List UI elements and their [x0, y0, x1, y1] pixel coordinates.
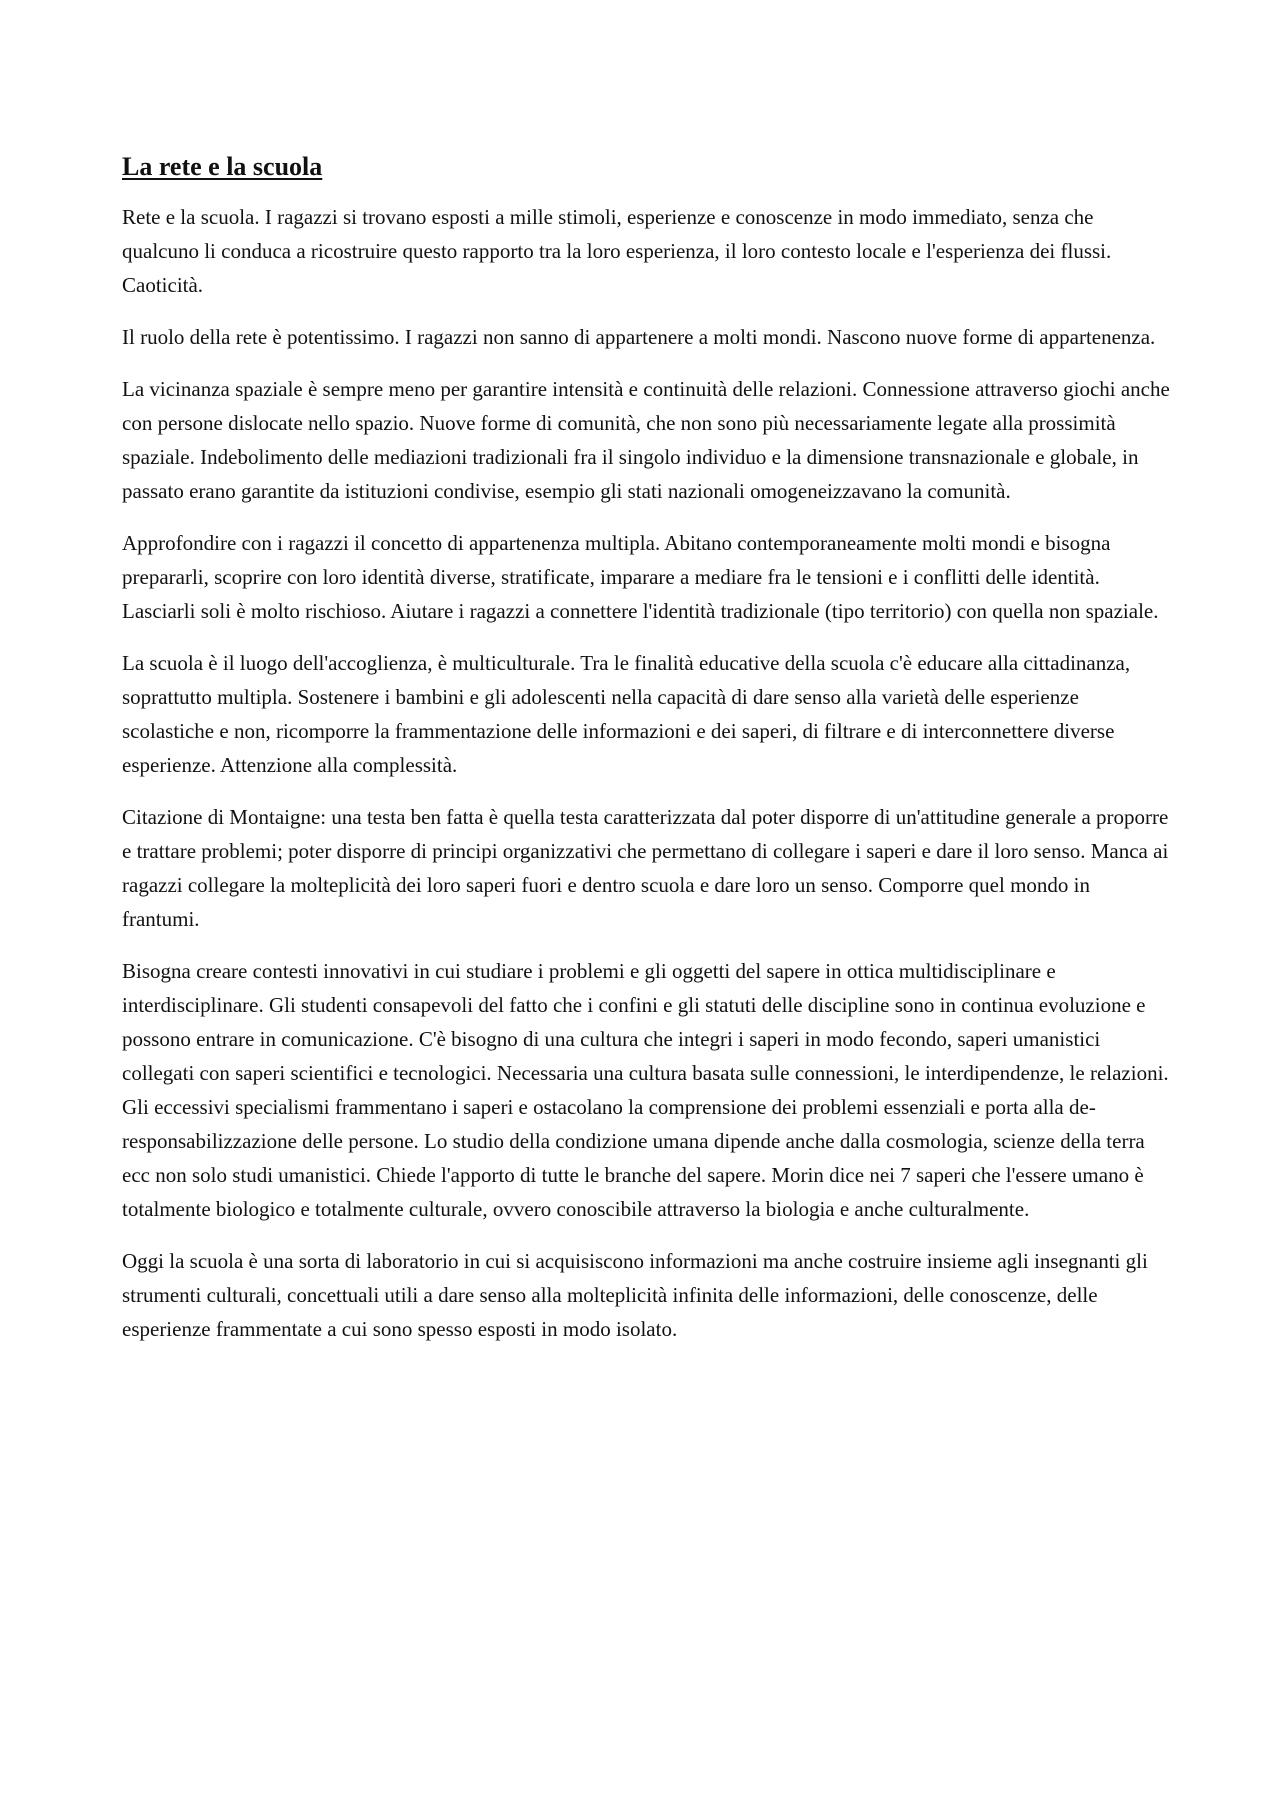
paragraph: Citazione di Montaigne: una testa ben fatta è quella testa caratterizzata dal poter disporre di un'attitudine generale a proporre e trattare problemi; poter disporre di principi organizzativi che permettano di collegare i saperi e dare il loro senso. Manca ai ragazzi collegare la molteplicità dei loro saperi fuori e dentro scuola e dare loro un senso. Comporre quel mondo in frantumi. [122, 804, 1169, 931]
page-title: La rete e la scuola [122, 152, 323, 181]
paragraph: Oggi la scuola è una sorta di laboratorio in cui si acquisiscono informazioni ma anche costruire insieme agli insegnanti gli strumenti culturali, concettuali utili a dare senso alla molteplicità infinita delle informazioni, delle conoscenze, delle esperienze frammentate a cui sono spesso esposti in modo isolato. [122, 1248, 1148, 1341]
paragraph: Rete e la scuola. I ragazzi si trovano esposti a mille stimoli, esperienze e conoscenze in modo immediato, senza che qualcuno li conduca a ricostruire questo rapporto tra la loro esperienza, il loro contesto locale e l'esperienza dei flussi. Caoticità. [122, 204, 1112, 297]
paragraph: Bisogna creare contesti innovativi in cui studiare i problemi e gli oggetti del sapere in ottica multidisciplinare e interdisciplinare. Gli studenti consapevoli del fatto che i confini e gli statuti delle discipline sono in continua evoluzione e possono entrare in comunicazione. C'è bisogno di una cultura che integri i saperi in modo fecondo, saperi umanistici collegati con saperi scientifici e tecnologici. Necessaria una cultura basata sulle connessioni, le interdipendenze, le relazioni. Gli eccessivi specialismi frammentano i saperi e ostacolano la comprensione dei problemi essenziali e porta alla de-responsabilizzazione delle persone. Lo studio della condizione umana dipende anche dalla cosmologia, scienze della terra ecc non solo studi umanistici. Chiede l'apporto di tutte le branche del sapere. Morin dice nei 7 saperi che l'essere umano è totalmente biologico e totalmente culturale, ovvero conoscibile attraverso la biologia e anche culturalmente. [122, 958, 1169, 1221]
document-body [122, 150, 1172, 1364]
paragraph: Approfondire con i ragazzi il concetto di appartenenza multipla. Abitano contemporaneamente molti mondi e bisogna prepararli, scoprire con loro identità diverse, stratificate, imparare a mediare fra le tensioni e i conflitti delle identità. Lasciarli soli è molto rischioso. Aiutare i ragazzi a connettere l'identità tradizionale (tipo territorio) con quella non spaziale. [122, 530, 1159, 623]
paragraph: Il ruolo della rete è potentissimo. I ragazzi non sanno di appartenere a molti mondi. Nascono nuove forme di appartenenza. [122, 324, 1156, 349]
paragraph: La scuola è il luogo dell'accoglienza, è multiculturale. Tra le finalità educative della scuola c'è educare alla cittadinanza, soprattutto multipla. Sostenere i bambini e gli adolescenti nella capacità di dare senso alla varietà delle esperienze scolastiche e non, ricomporre la frammentazione delle informazioni e dei saperi, di filtrare e di interconnettere diverse esperienze. Attenzione alla complessità. [122, 650, 1131, 777]
paragraph: La vicinanza spaziale è sempre meno per garantire intensità e continuità delle relazioni. Connessione attraverso giochi anche con persone dislocate nello spazio. Nuove forme di comunità, che non sono più necessariamente legate alla prossimità spaziale. Indebolimento delle mediazioni tradizionali fra il singolo individuo e la dimensione transnazionale e globale, in passato erano garantite da istituzioni condivise, esempio gli stati nazionali omogeneizzavano la comunità. [122, 376, 1170, 503]
